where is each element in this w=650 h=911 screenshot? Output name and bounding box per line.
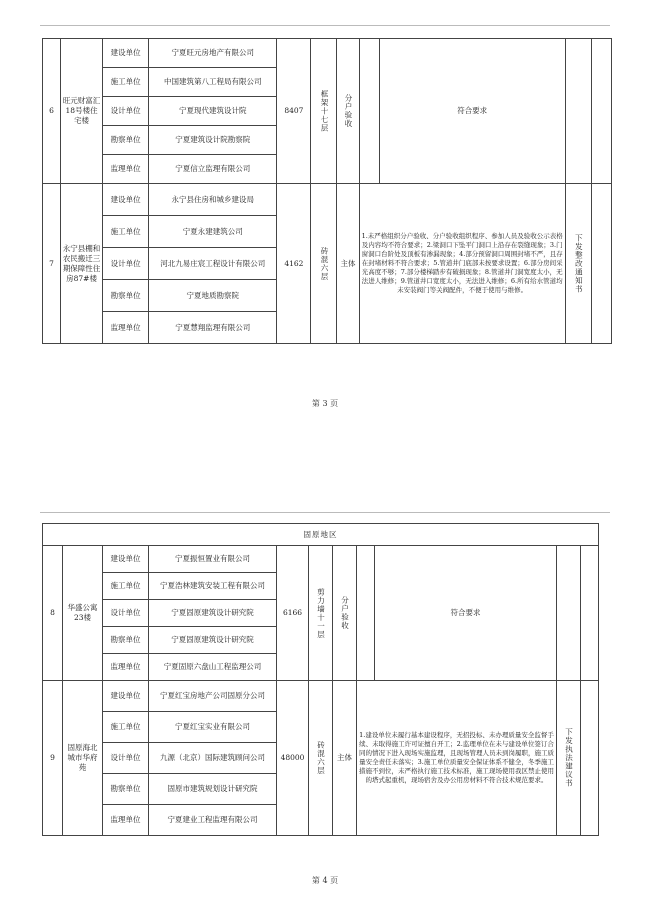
unit-org: 中国建筑第八工程局有限公司 — [149, 68, 277, 97]
page-3 — [0, 0, 650, 450]
project-name: 永宁县棚和农民搬迁三期保障性住房87#楼 — [61, 184, 103, 344]
project-area: 8407 — [277, 39, 311, 184]
unit-role: 建设单位 — [103, 184, 149, 216]
unit-org: 宁夏浩林建筑安装工程有限公司 — [149, 573, 277, 600]
inspection-stage: 分户验收 — [337, 39, 359, 184]
unit-role: 监理单位 — [103, 155, 149, 184]
unit-org: 宁夏固原建筑设计研究院 — [149, 600, 277, 627]
action-taken — [557, 546, 581, 681]
unit-role: 建设单位 — [103, 546, 149, 573]
unit-role: 勘察单位 — [103, 126, 149, 155]
unit-role: 监理单位 — [103, 654, 149, 681]
project-structure: 框架十七层 — [311, 39, 337, 184]
unit-role: 设计单位 — [103, 248, 149, 280]
unit-org: 九源（北京）国际建筑顾问公司 — [149, 743, 277, 774]
project-number: 6 — [43, 39, 61, 184]
unit-org: 宁夏固原建筑设计研究院 — [149, 627, 277, 654]
region-row — [43, 524, 599, 546]
action-taken — [565, 39, 591, 184]
unit-role: 施工单位 — [103, 712, 149, 743]
project-structure: 剪力墙十一层 — [309, 546, 333, 681]
page-number: 第 3 页 — [311, 399, 339, 408]
blank-cell — [357, 546, 375, 681]
unit-role: 建设单位 — [103, 681, 149, 712]
project-number: 9 — [43, 681, 63, 836]
unit-org: 宁夏永建建筑公司 — [149, 216, 277, 248]
project-area: 4162 — [277, 184, 311, 344]
crop-line — [40, 25, 610, 26]
unit-org: 宁夏地质勘察院 — [149, 280, 277, 312]
inspection-stage: 主体 — [337, 184, 359, 344]
action-taken: 下发执法建议书 — [557, 681, 581, 836]
action-taken: 下发整改通知书 — [565, 184, 591, 344]
unit-org: 永宁县住房和城乡建设局 — [149, 184, 277, 216]
unit-role: 施工单位 — [103, 216, 149, 248]
project-name: 华盛公寓23楼 — [63, 546, 103, 681]
inspection-result: 1.建设单位未履行基本建设程序，无招投标、未办理质量安全监督手续、未取得施工许可证擅自开工；2.监理单位在未与建设单位签订合同的情况下进入现场实施监理，且现场管理人员未到岗履职，施工质量安全责任未落实；3.施工单位质量安全保证体系不健全，冬季施工措施不到位，未严格执行施工技术标准，施工现场使用我区禁止使用的塔式起重机，现场宿舍及办公用房材料不符合技术规范要求。 — [357, 681, 557, 836]
project-structure: 砖混六层 — [309, 681, 333, 836]
table-row — [43, 39, 612, 68]
unit-role: 勘察单位 — [103, 627, 149, 654]
table-row — [43, 546, 599, 573]
table-row — [43, 184, 612, 216]
inspection-result: 1.未严格组织分户验收、分户验收组织程序、参加人员及验收公示表格及内容均不符合要求；2.梁洞口下坠平门洞口上沿存在裂缝现象；3.门窗洞口台阶处及顶板有渗漏现象；4.部分预留洞口周围封堵不严，且存在封堵材料不符合要求；5.管道井门底部未按要求设置；6.部分房间采光高度不够；7.部分楼梯踏步有破损现象；8.管道井门洞宽度太小，无法进人维修；9.管道井口宽度太小，无法进入维修；6.所有给水管道均未安装阀门等关阀配件，不便于使用与维修。 — [359, 184, 565, 344]
blank-cell — [359, 39, 379, 184]
unit-role: 勘察单位 — [103, 280, 149, 312]
project-number: 7 — [43, 184, 61, 344]
blank-cell — [581, 681, 599, 836]
unit-org: 宁夏现代建筑设计院 — [149, 97, 277, 126]
unit-role: 设计单位 — [103, 743, 149, 774]
project-number: 8 — [43, 546, 63, 681]
blank-cell — [591, 184, 611, 344]
unit-org: 宁夏固原六盘山工程监理公司 — [149, 654, 277, 681]
blank-cell — [581, 546, 599, 681]
unit-role: 建设单位 — [103, 39, 149, 68]
inspection-result: 符合要求 — [379, 39, 565, 184]
unit-role: 监理单位 — [103, 805, 149, 836]
unit-org: 河北九易庄宸工程设计有限公司 — [149, 248, 277, 280]
crop-line — [40, 512, 610, 513]
unit-org: 宁夏红宝房地产公司固原分公司 — [149, 681, 277, 712]
project-structure: 砖混六层 — [311, 184, 337, 344]
unit-role: 设计单位 — [103, 600, 149, 627]
page-number: 第 4 页 — [311, 876, 339, 885]
unit-role: 勘察单位 — [103, 774, 149, 805]
unit-org: 宁夏信立监理有限公司 — [149, 155, 277, 184]
page-4 — [0, 450, 650, 911]
unit-org: 宁夏旺元房地产有限公司 — [149, 39, 277, 68]
unit-org: 宁夏红宝实业有限公司 — [149, 712, 277, 743]
table-row — [43, 681, 599, 712]
inspection-table-page-4 — [42, 523, 599, 836]
unit-org: 宁夏建业工程监理有限公司 — [149, 805, 277, 836]
unit-org: 宁夏建筑设计院勘察院 — [149, 126, 277, 155]
unit-role: 设计单位 — [103, 97, 149, 126]
region-header: 固原地区 — [43, 524, 599, 546]
inspection-result: 符合要求 — [375, 546, 557, 681]
inspection-stage: 分户验收 — [333, 546, 357, 681]
inspection-stage: 主体 — [333, 681, 357, 836]
unit-role: 施工单位 — [103, 68, 149, 97]
inspection-table-page-3 — [42, 38, 612, 344]
unit-org: 宁夏慧翔监理有限公司 — [149, 312, 277, 344]
project-area: 48000 — [277, 681, 309, 836]
unit-role: 监理单位 — [103, 312, 149, 344]
project-name: 固原海北城市华府苑 — [63, 681, 103, 836]
project-name: 旺元财富汇18号楼住宅楼 — [61, 39, 103, 184]
project-area: 6166 — [277, 546, 309, 681]
unit-role: 施工单位 — [103, 573, 149, 600]
unit-org: 宁夏振恒置业有限公司 — [149, 546, 277, 573]
blank-cell — [591, 39, 611, 184]
unit-org: 固原市建筑规划设计研究院 — [149, 774, 277, 805]
